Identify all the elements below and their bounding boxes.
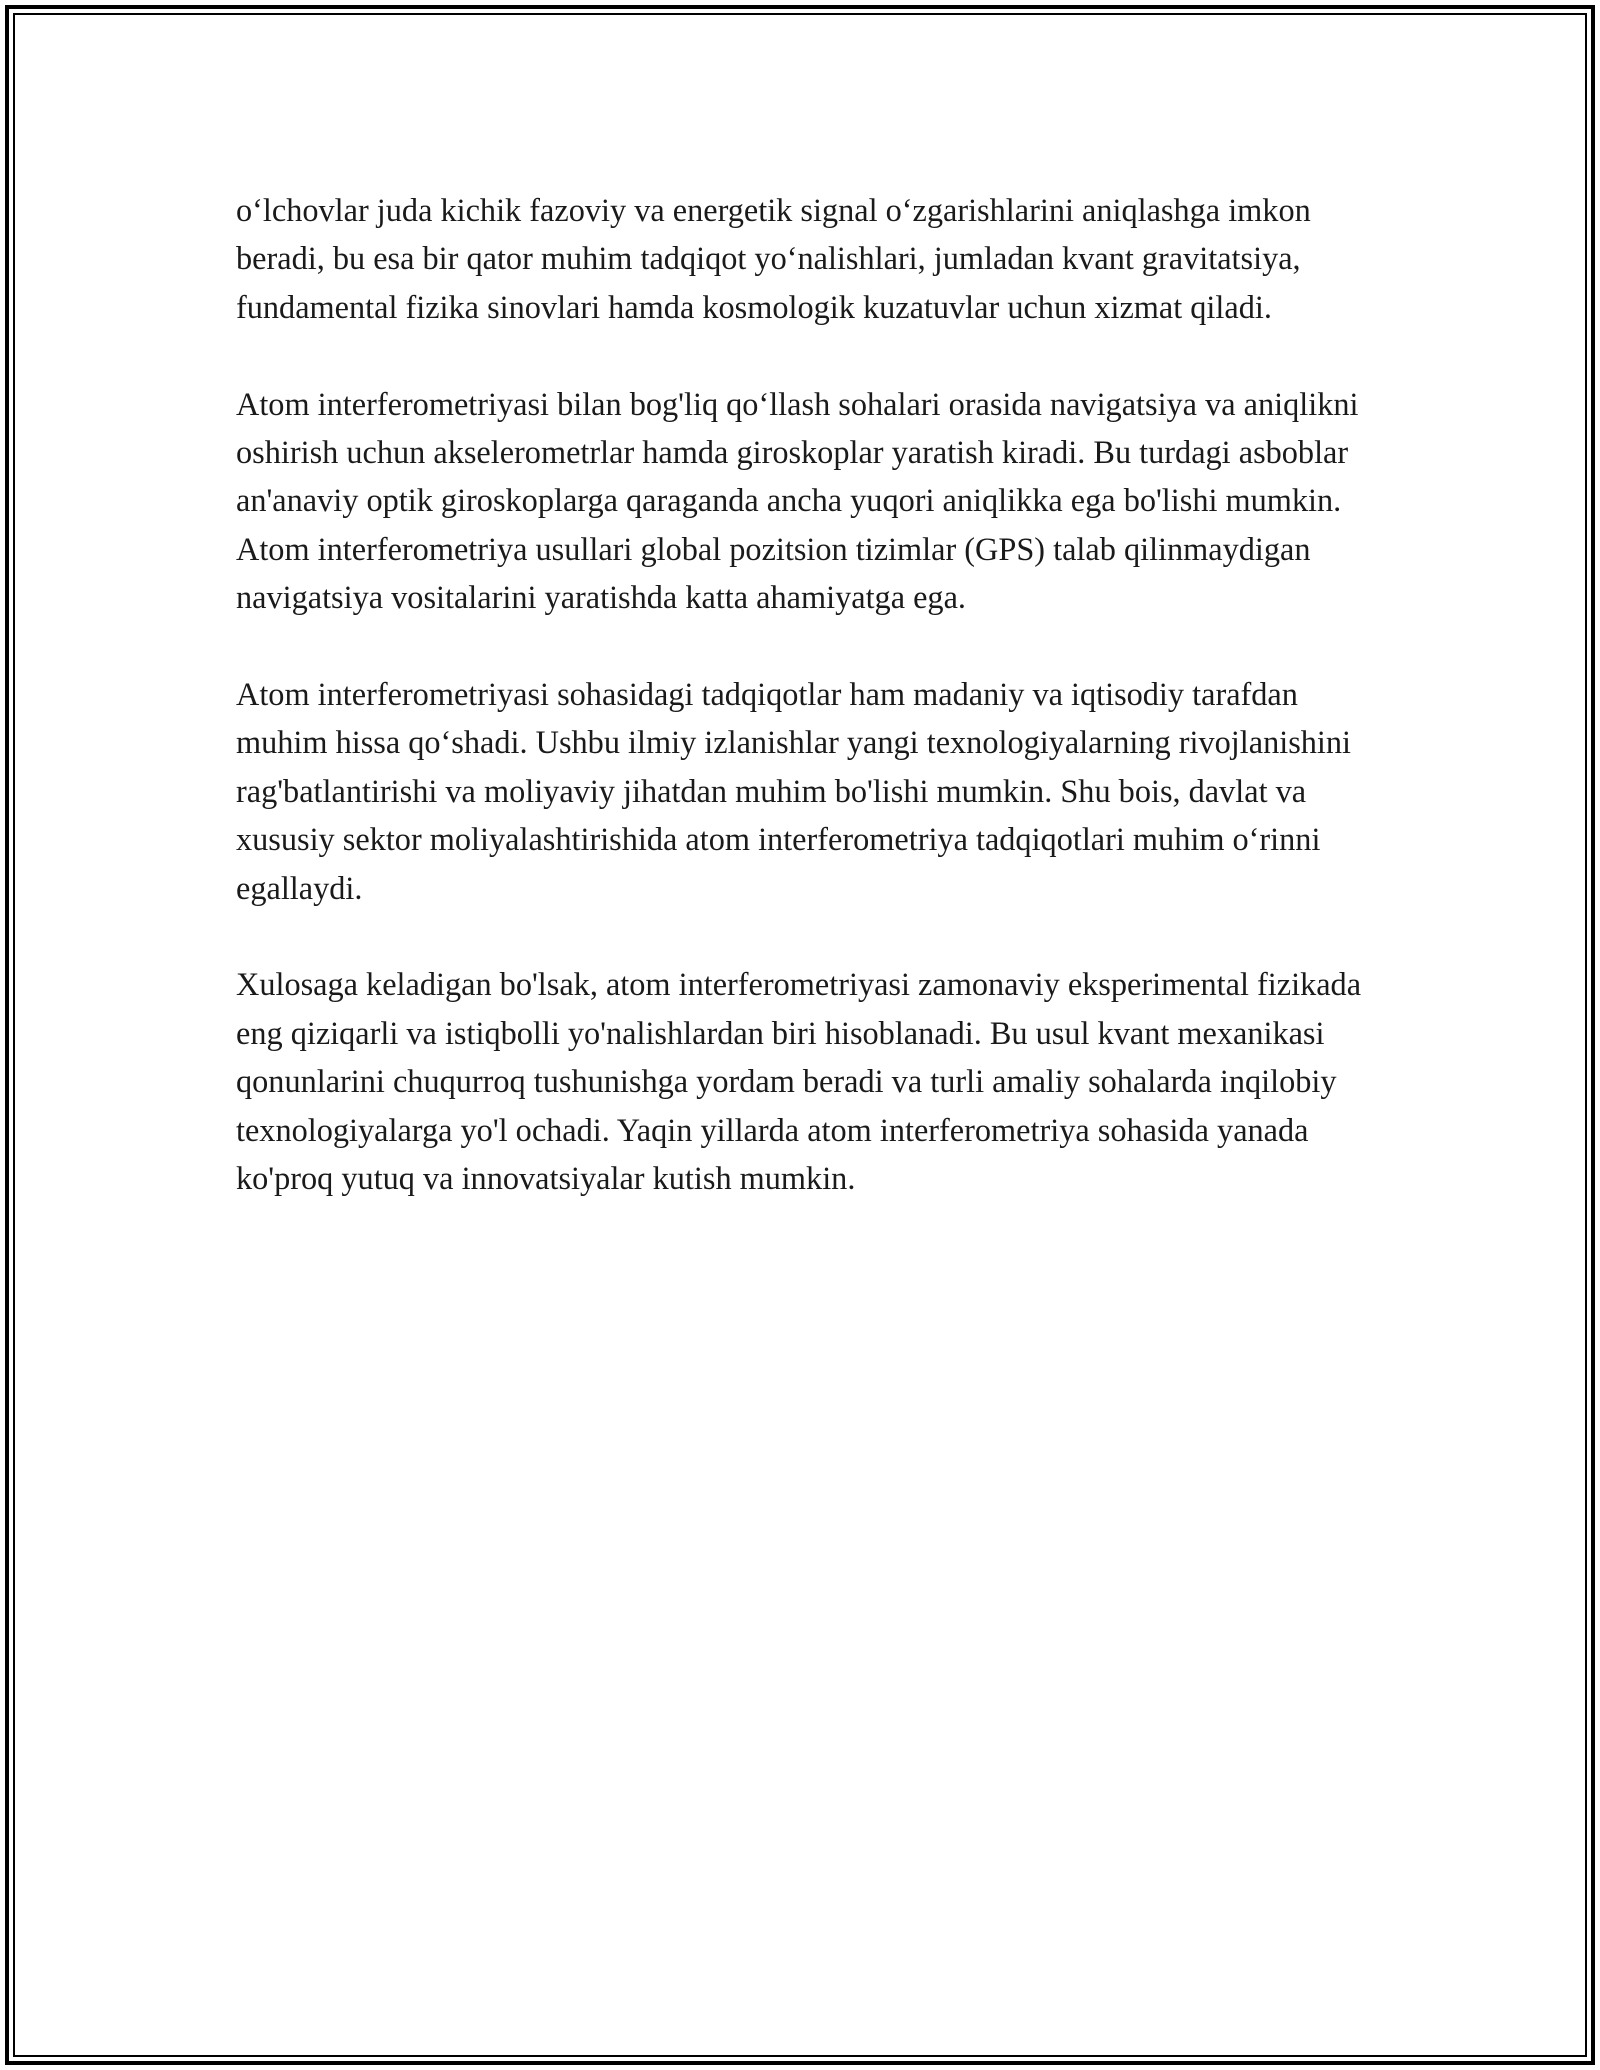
- paragraph-2: Atom interferometriyasi bilan bog'liq qo‘llash sohalari orasida navigatsiya va aniqlikni oshirish uchun akselerometrlar hamda giroskoplar yaratish kiradi. Bu turdagi asboblar an'anaviy optik giroskoplarga qaraganda ancha yuqori aniqlikka ega bo'lishi mumkin. Atom interferometriya usullari global pozitsion tizimlar (GPS) talab qilinmaydigan navigatsiya vositalarini yaratishda katta ahamiyatga ega.: [236, 385, 1359, 616]
- paragraph-4: Xulosaga keladigan bo'lsak, atom interferometriyasi zamonaviy eksperimental fizikada eng qiziqarli va istiqbolli yo'nalishlardan biri hisoblanadi. Bu usul kvant mexanikasi qonunlarini chuqurroq tushunishga yordam beradi va turli amaliy sohalarda inqilobiy texnologiyalarga yo'l ochadi. Yaqin yillarda atom interferometriya sohasida yanada ko'proq yutuq va innovatsiyalar kutish mumkin.: [236, 966, 1362, 1197]
- paragraph-3: Atom interferometriyasi sohasidagi tadqiqotlar ham madaniy va iqtisodiy tarafdan muhim hissa qo‘shadi. Ushbu ilmiy izlanishlar yangi texnologiyalarning rivojlanishini rag'batlantirishi va moliyaviy jihatdan muhim bo'lishi mumkin. Shu bois, davlat va xususiy sektor moliyalashtirishida atom interferometriya tadqiqotlari muhim o‘rinni egallaydi.: [236, 676, 1351, 906]
- paragraph-1: o‘lchovlar juda kichik fazoviy va energetik signal o‘zgarishlarini aniqlashga imkon beradi, bu esa bir qator muhim tadqiqot yo‘nalishlari, jumladan kvant gravitatsiya, fundamental fizika sinovlari hamda kosmologik kuzatuvlar uchun xizmat qiladi.: [236, 192, 1311, 325]
- document-body: [236, 186, 1371, 1251]
